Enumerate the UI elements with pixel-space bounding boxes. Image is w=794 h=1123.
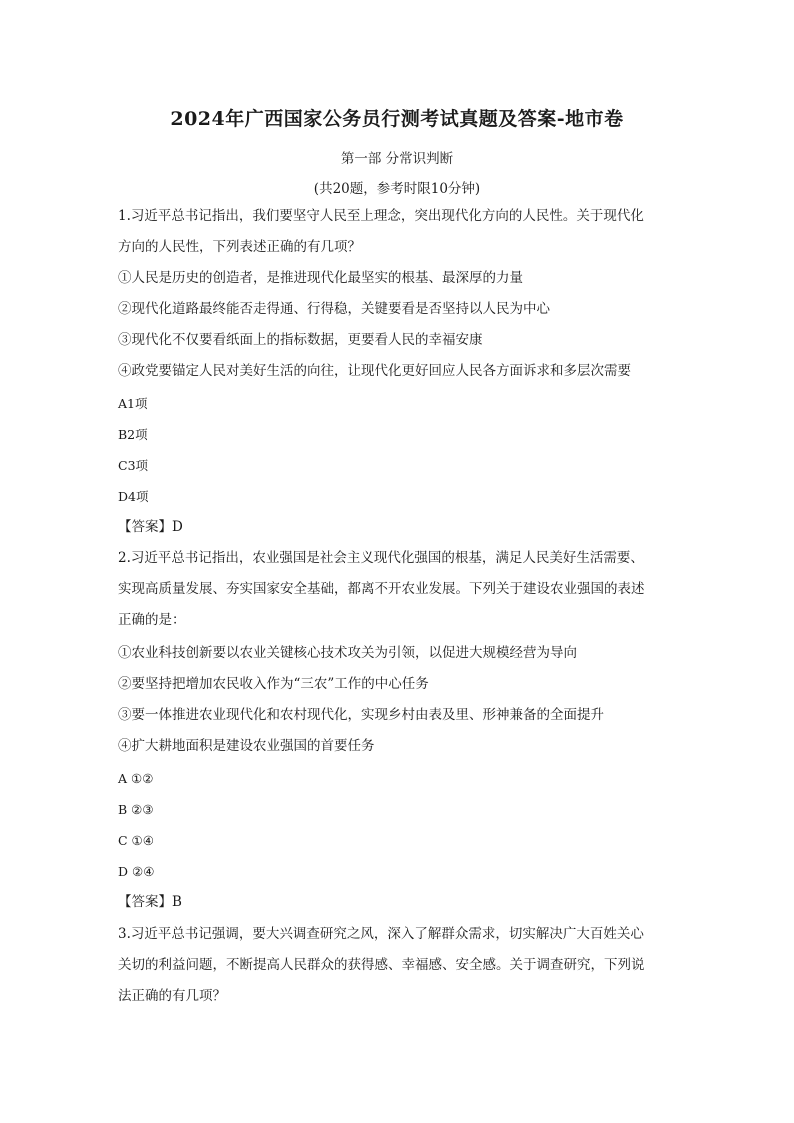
q1-statement-4: ④政党要锚定人民对美好生活的向往，让现代化更好回应人民各方面诉求和多层次需要 (118, 363, 631, 379)
q3-stem-line-2: 关切的利益问题，不断提高人民群众的获得感、幸福感、安全感。关于调查研究，下列说 (118, 957, 645, 973)
q2-option-b: B ②③ (118, 802, 154, 817)
q1-statement-1: ①人民是历史的创造者，是推进现代化最坚实的根基、最深厚的力量 (118, 270, 523, 286)
section-note: (共20题，参考时限10分钟) (313, 181, 481, 197)
q1-option-a: A1项 (118, 396, 148, 411)
document-title: 2024年广西国家公务员行测考试真题及答案-地市卷 (170, 108, 624, 130)
q1-stem-line-1: 1.习近平总书记指出，我们要坚守人民至上理念，突出现代化方向的人民性。关于现代化 (118, 208, 644, 224)
q1-option-b: B2项 (118, 427, 148, 442)
q2-answer: 【答案】B (118, 894, 182, 910)
q2-statement-1: ①农业科技创新要以农业关键核心技术攻关为引领，以促进大规模经营为导向 (118, 645, 577, 661)
q2-statement-3: ③要一体推进农业现代化和农村现代化，实现乡村由表及里、形神兼备的全面提升 (118, 707, 604, 723)
q1-answer: 【答案】D (118, 519, 183, 535)
section-heading: 第一部 分常识判断 (340, 151, 454, 167)
q3-stem-line-3: 法正确的有几项？ (118, 988, 226, 1004)
q2-statement-4: ④扩大耕地面积是建设农业强国的首要任务 (118, 738, 375, 754)
q1-stem-line-2: 方向的人民性，下列表述正确的有几项？ (118, 239, 361, 255)
q2-option-d: D ②④ (118, 864, 155, 879)
q1-statement-3: ③现代化不仅要看纸面上的指标数据，更要看人民的幸福安康 (118, 332, 483, 348)
q1-option-d: D4项 (118, 489, 149, 504)
q2-option-c: C ①④ (118, 833, 154, 848)
q3-stem-line-1: 3.习近平总书记强调，要大兴调查研究之风，深入了解群众需求，切实解决广大百姓关心 (118, 926, 644, 942)
q2-stem-line-1: 2.习近平总书记指出，农业强国是社会主义现代化强国的根基，满足人民美好生活需要、 (118, 550, 644, 566)
q2-option-a: A ①② (118, 771, 154, 786)
q1-option-c: C3项 (118, 458, 149, 473)
q2-statement-2: ②要坚持把增加农民收入作为“三农”工作的中心任务 (118, 676, 429, 692)
q2-stem-line-3: 正确的是： (118, 612, 186, 628)
q2-stem-line-2: 实现高质量发展、夯实国家安全基础，都离不开农业发展。下列关于建设农业强国的表述 (118, 581, 645, 597)
q1-statement-2: ②现代化道路最终能否走得通、行得稳，关键要看是否坚持以人民为中心 (118, 301, 550, 317)
